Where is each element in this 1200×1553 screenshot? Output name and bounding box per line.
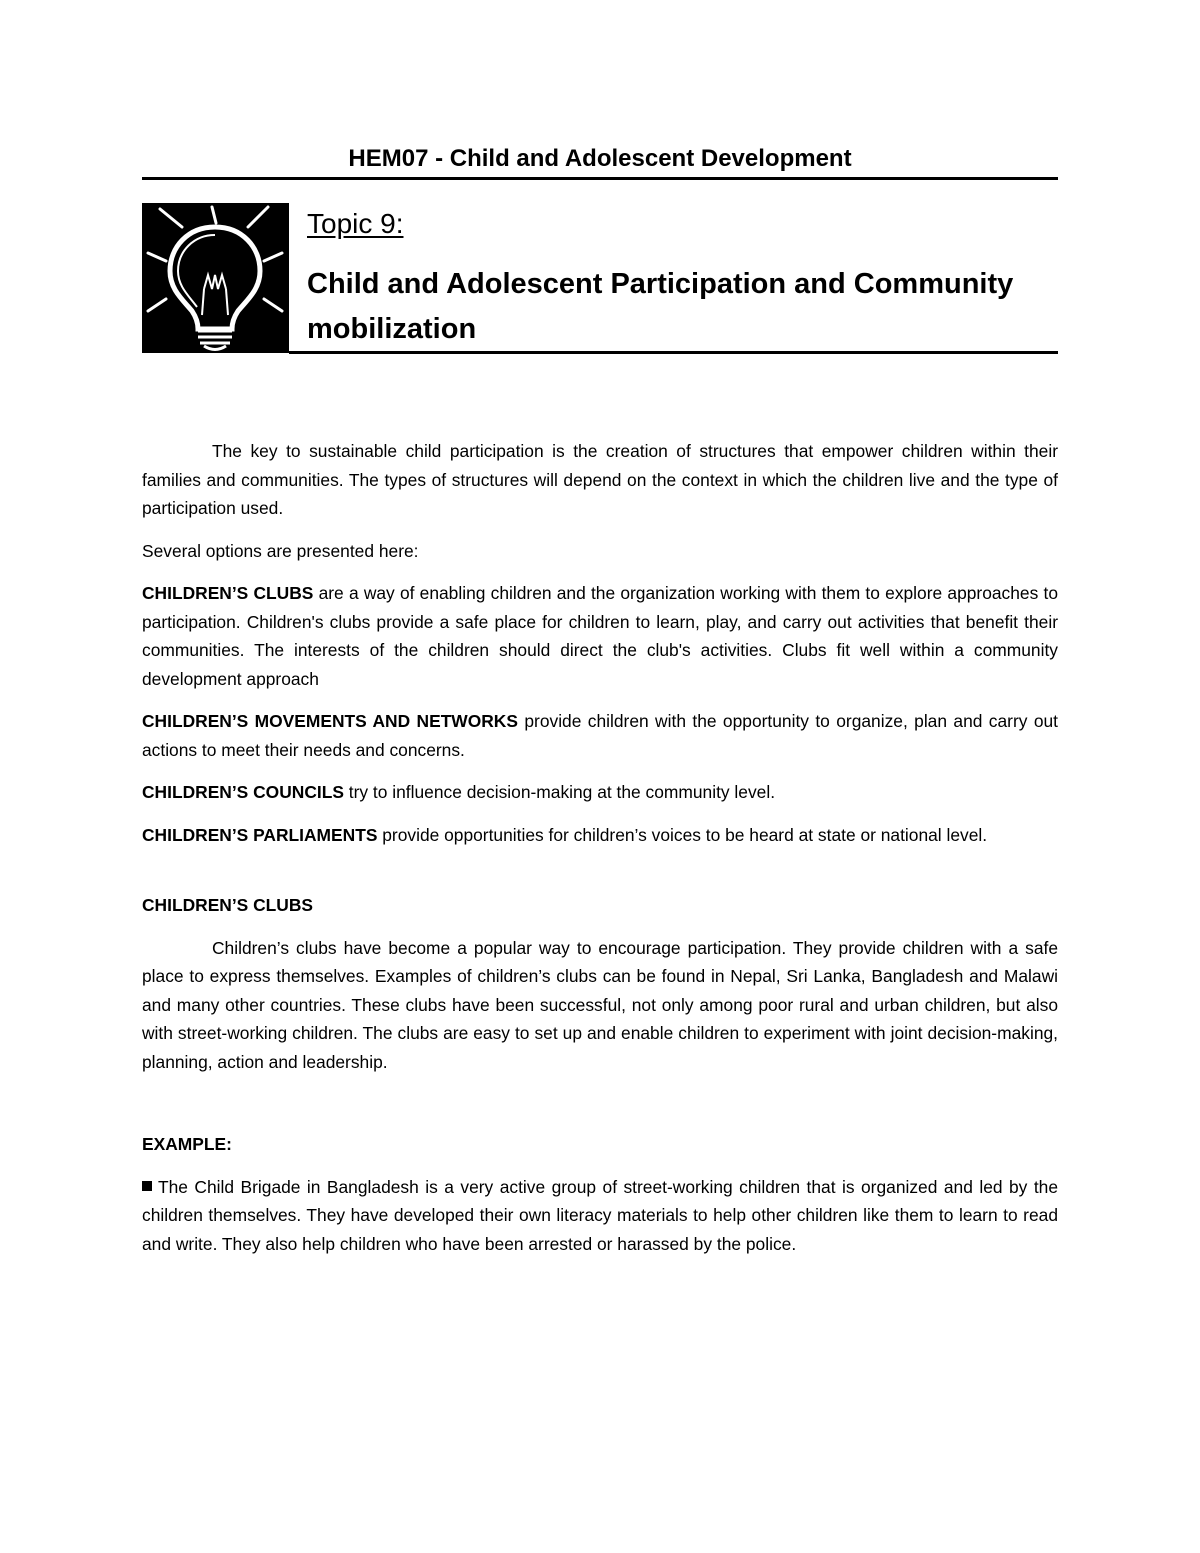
section-heading [142, 891, 1058, 920]
topic-label-text: Topic 9: [307, 208, 404, 239]
option-councils [142, 778, 1058, 807]
option-term: CHILDREN’S PARLIAMENTS [142, 824, 378, 845]
document-body [142, 437, 1058, 1272]
topic-number [307, 204, 404, 244]
example-heading-line [142, 1130, 1058, 1159]
topic-title: Child and Adolescent Participation and Community mobilization [307, 268, 1014, 345]
example-item [142, 1173, 1058, 1259]
option-term: CHILDREN’S MOVEMENTS AND NETWORKS [142, 711, 518, 731]
option-movements [142, 707, 1058, 764]
intro-paragraph: The key to sustainable child participation is the creation of structures that empower children within their families and communities. The types of structures will depend on the context in which the children live and the type of participation used. [142, 441, 1058, 518]
option-term: CHILDREN’S CLUBS [142, 583, 314, 603]
option-text: are a way of enabling children and the organization working with them to explore approaches to participation. Children's clubs provide a safe place for children to learn, play, and carry out activities that benefit their communities. The interests of the children should direct the club's activities. Clubs fit well within a community development approach [142, 583, 1058, 689]
spacer [142, 863, 1058, 891]
example-text: The Child Brigade in Bangladesh is a very active group of street-working children that is organized and led by the children themselves. They have developed their own literacy materials to help other children like them to learn to read and write. They also help children who have been arrested or harassed by the police. [142, 1176, 1058, 1254]
example-heading: EXAMPLE: [142, 1134, 232, 1154]
option-clubs [142, 579, 1058, 693]
square-bullet-icon [142, 1181, 152, 1191]
options-lead: Several options are presented here: [142, 540, 419, 561]
clubs-heading: CHILDREN’S CLUBS [142, 895, 314, 915]
option-parliaments [142, 821, 1058, 850]
lightbulb-icon [142, 203, 289, 353]
option-text: provide children with the opportunity to organize, plan and carry out actions to meet their needs and concerns. [142, 711, 1059, 760]
header-divider [142, 177, 1058, 180]
option-term: CHILDREN’S COUNCILS [142, 782, 344, 802]
course-title: HEM07 - Child and Adolescent Development [348, 145, 852, 172]
title-divider [289, 351, 1058, 354]
spacer [142, 1090, 1058, 1130]
option-text: provide opportunities for children’s voices to be heard at state or national level. [377, 824, 988, 845]
clubs-paragraph: Children’s clubs have become a popular way to encourage participation. They provide children with a safe place to express themselves. Examples of children’s clubs can be found in Nepal, Sri Lanka, Bangladesh and Malawi and many other countries. These clubs have been successful, not only among poor rural and urban children, but also with street-working children. The clubs are easy to set up and enable children to experiment with joint decision-making, planning, action and leadership. [142, 937, 1058, 1072]
option-text: try to influence decision-making at the community level. [343, 782, 776, 802]
